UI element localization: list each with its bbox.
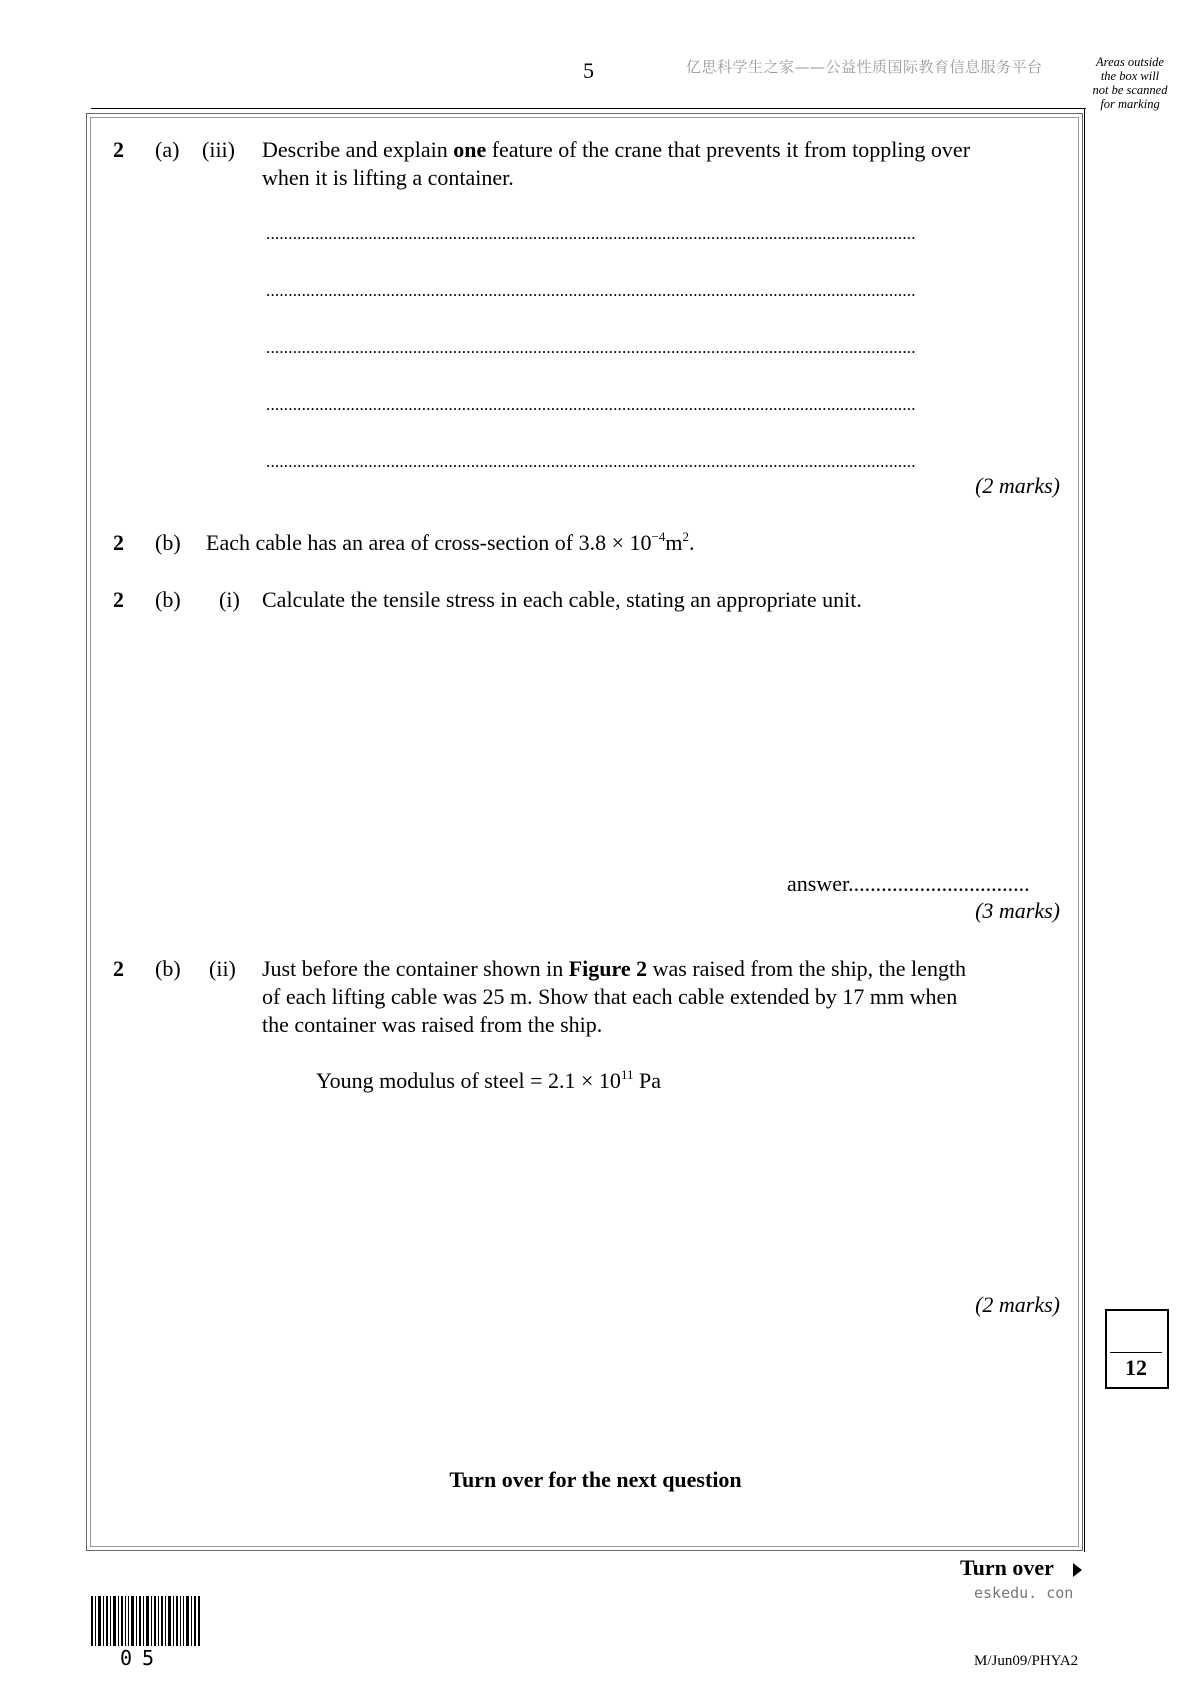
question-part: (b) [155, 587, 181, 612]
answer-line[interactable]: .................................................................................................................................................. [266, 452, 916, 471]
question-text-line3: the container was raised from the ship. [262, 1012, 603, 1037]
text-segment: Young modulus of steel = 2.1 × 10 [316, 1068, 621, 1093]
text-segment: Just before the container shown in [262, 956, 569, 981]
question-number: 2 [113, 137, 124, 162]
score-total: 12 [1125, 1355, 1147, 1380]
exponent: −4 [651, 529, 666, 544]
watermark-text: 亿思科学生之家——公益性质国际教育信息服务平台 [686, 58, 1043, 76]
emphasis-text: Figure 2 [568, 956, 648, 981]
margin-note-line: the box will [1100, 69, 1160, 83]
marks-label: (2 marks) [975, 473, 1060, 498]
site-watermark: eskedu. con [974, 1584, 1074, 1602]
text-segment: . [688, 530, 695, 555]
score-box-rule [1110, 1352, 1162, 1353]
margin-note-line: not be scanned [1092, 83, 1168, 97]
top-rule [91, 108, 1086, 109]
answer-line[interactable]: .................................................................................................................................................. [266, 281, 916, 300]
question-text-line1 [262, 136, 970, 164]
answer-frame-inner [90, 117, 1079, 1547]
question-text-line2: when it is lifting a container. [262, 165, 514, 190]
question-text [206, 529, 694, 560]
text-segment: Pa [633, 1068, 661, 1093]
exponent: 11 [620, 1067, 634, 1082]
question-text-line1 [262, 955, 966, 983]
margin-note-line: for marking [1100, 97, 1160, 111]
emphasis-text: one [453, 137, 487, 162]
marks-label: (3 marks) [975, 898, 1060, 923]
question-number: 2 [113, 530, 124, 555]
question-text-line2: of each lifting cable was 25 m. Show that each cable extended by 17 mm when [262, 984, 958, 1009]
question-text: Calculate the tensile stress in each cable, stating an appropriate unit. [262, 587, 862, 612]
answer-line[interactable]: .................................................................................................................................................. [266, 338, 916, 357]
answer-line[interactable]: .................................................................................................................................................. [266, 395, 916, 414]
question-subpart: (ii) [209, 956, 236, 981]
margin-note [1082, 55, 1178, 111]
text-segment: was raised from the ship, the length [647, 956, 967, 981]
text-segment: Each cable has an area of cross-section of 3.8 × 10 [206, 530, 652, 555]
answer-line[interactable]: .................................................................................................................................................. [266, 224, 916, 243]
question-subpart: (iii) [202, 137, 235, 162]
question-number: 2 [113, 587, 124, 612]
turn-over-arrow-icon [1073, 1563, 1082, 1577]
text-segment: Describe and explain [262, 137, 454, 162]
right-margin-rule [1084, 108, 1085, 1552]
question-part: (b) [155, 956, 181, 981]
page-number: 5 [583, 58, 594, 83]
question-number: 2 [113, 956, 124, 981]
exponent: 2 [682, 529, 689, 544]
young-modulus-given [316, 1067, 661, 1098]
marks-label: (2 marks) [975, 1292, 1060, 1317]
question-subpart: (i) [219, 587, 240, 612]
paper-code: M/Jun09/PHYA2 [974, 1653, 1079, 1669]
turn-over-next-question: Turn over for the next question [449, 1467, 742, 1492]
answer-field[interactable]: answer................................. [787, 871, 1030, 896]
turn-over-label: Turn over [960, 1555, 1054, 1580]
question-part: (a) [155, 137, 180, 162]
barcode-icon [91, 1596, 201, 1646]
text-segment: m [665, 530, 683, 555]
barcode-digits: 05 [120, 1646, 165, 1670]
text-segment: feature of the crane that prevents it from toppling over [486, 137, 971, 162]
question-part: (b) [155, 530, 181, 555]
margin-note-line: Areas outside [1096, 55, 1164, 69]
